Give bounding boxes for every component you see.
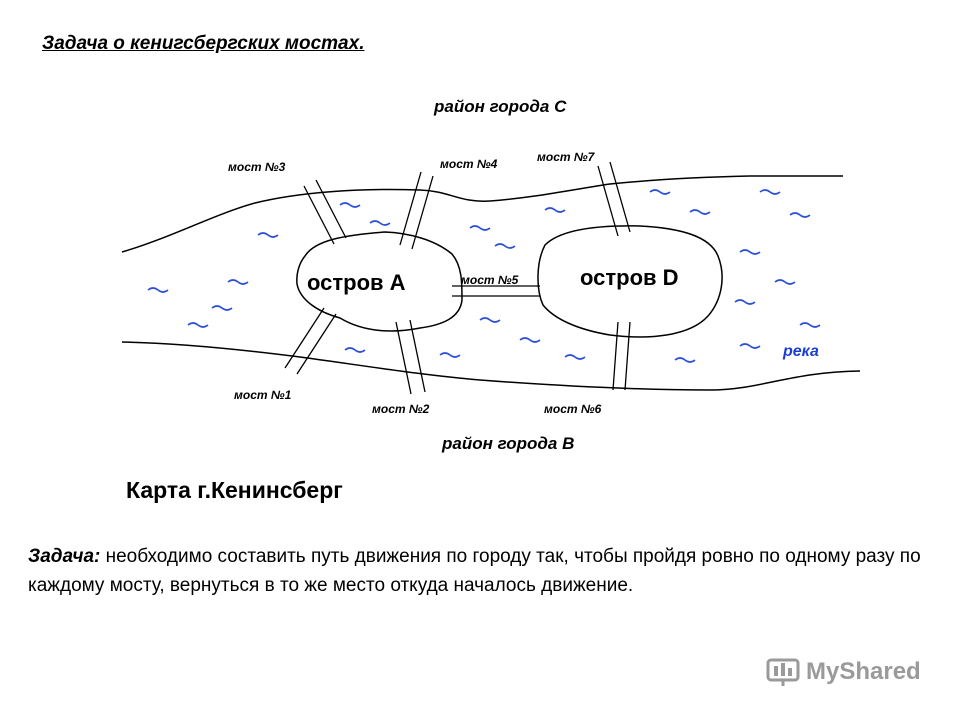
presentation-icon <box>766 657 800 687</box>
bridge-4 <box>400 172 433 249</box>
bridge-4-label: мост №4 <box>440 157 498 171</box>
bridge-1-label: мост №1 <box>234 388 292 402</box>
bridge-1 <box>285 308 336 374</box>
slide-title: Задача о кенигсбергских мостах. <box>42 33 365 54</box>
island-d-label: остров D <box>580 265 679 290</box>
bridge-6-label: мост №6 <box>544 402 602 416</box>
map-caption: Карта г.Кенинсберг <box>126 477 343 503</box>
island-a-label: остров А <box>307 270 406 295</box>
task-text <box>28 542 948 600</box>
bridge-3-label: мост №3 <box>228 160 286 174</box>
task-label: Задача: <box>28 546 101 567</box>
myshared-logo <box>766 655 921 689</box>
bridge-3 <box>304 180 346 244</box>
bridge-7 <box>598 162 630 236</box>
river-label: река <box>783 343 819 360</box>
district-c-label: район города С <box>434 97 567 116</box>
district-b-label: район города В <box>442 434 575 453</box>
river-bank-north <box>122 176 843 252</box>
bridge-2-label: мост №2 <box>372 402 430 416</box>
bridge-7-label: мост №7 <box>537 150 595 164</box>
bridge-5 <box>452 286 540 296</box>
task-body: необходимо составить путь движения по городу так, чтобы пройдя ровно по одному разу по каждому мосту, вернуться в то же место откуда началось движение. <box>28 546 921 596</box>
river-bank-south <box>122 342 860 390</box>
bridge-5-label: мост №5 <box>461 273 519 287</box>
bridge-6 <box>613 322 630 390</box>
logo-text: MyShared <box>806 658 921 685</box>
